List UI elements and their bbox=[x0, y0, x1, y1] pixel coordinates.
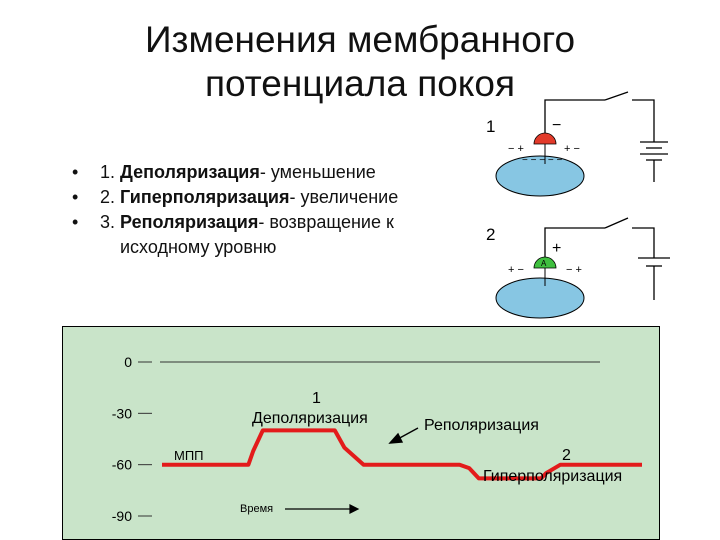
title-line-2: потенциала покоя bbox=[204, 63, 516, 104]
signs-inside: − − − − − bbox=[522, 155, 563, 166]
list-item bbox=[60, 160, 460, 185]
bullet-term: Деполяризация bbox=[120, 162, 260, 182]
bullet-term: Реполяризация bbox=[120, 212, 259, 232]
bullet-rest: - уменьшение bbox=[259, 162, 376, 182]
electrode-1 bbox=[534, 133, 556, 144]
y-tick-label: -30 bbox=[111, 405, 132, 422]
repolarization-label: Реполяризация bbox=[424, 417, 539, 434]
bullet-marker: • bbox=[72, 162, 79, 182]
signs-top-right: + − bbox=[564, 143, 580, 155]
membrane-schematic bbox=[480, 90, 700, 320]
bullet-term: Гиперполяризация bbox=[120, 187, 290, 207]
bullet-list bbox=[60, 160, 460, 260]
bottom-plus-sign: + bbox=[552, 240, 562, 257]
cell-2 bbox=[496, 278, 584, 318]
time-label: Время bbox=[240, 503, 274, 515]
y-tick-label: 0 bbox=[124, 354, 132, 370]
potential-chart bbox=[62, 326, 660, 540]
chart-background bbox=[63, 327, 660, 540]
signs-bottom-right: − + bbox=[566, 264, 582, 276]
signs-top-left: − + bbox=[508, 143, 524, 155]
depolarization-label: Деполяризация bbox=[252, 410, 368, 427]
bullet-rest: - возвращение к bbox=[258, 212, 394, 232]
bullet-number: 1. bbox=[100, 162, 116, 182]
bullet-rest: - увеличение bbox=[289, 187, 399, 207]
mpp-label: МПП bbox=[174, 448, 204, 463]
list-item bbox=[60, 210, 460, 260]
bullet-number: 2. bbox=[100, 187, 116, 207]
bullet-continuation: исходному уровню bbox=[120, 237, 277, 257]
y-tick-label: -90 bbox=[111, 508, 132, 524]
bullet-marker: • bbox=[72, 187, 79, 207]
cell-2-label: 2 bbox=[486, 225, 496, 244]
hyperpolarization-number: 2 bbox=[562, 447, 571, 464]
top-minus-sign: − bbox=[552, 117, 562, 134]
signs-bottom-left: + − bbox=[508, 264, 524, 276]
bullet-marker: • bbox=[72, 212, 79, 232]
cell-1-label: 1 bbox=[486, 117, 496, 136]
hyperpolarization-label: Гиперполяризация bbox=[483, 468, 623, 485]
depolarization-number: 1 bbox=[312, 390, 321, 407]
meter-label: A bbox=[541, 259, 547, 268]
bullet-number: 3. bbox=[100, 212, 116, 232]
y-tick-label: -60 bbox=[111, 456, 132, 473]
title-line-1: Изменения мембранного bbox=[144, 19, 576, 60]
list-item bbox=[60, 185, 460, 210]
